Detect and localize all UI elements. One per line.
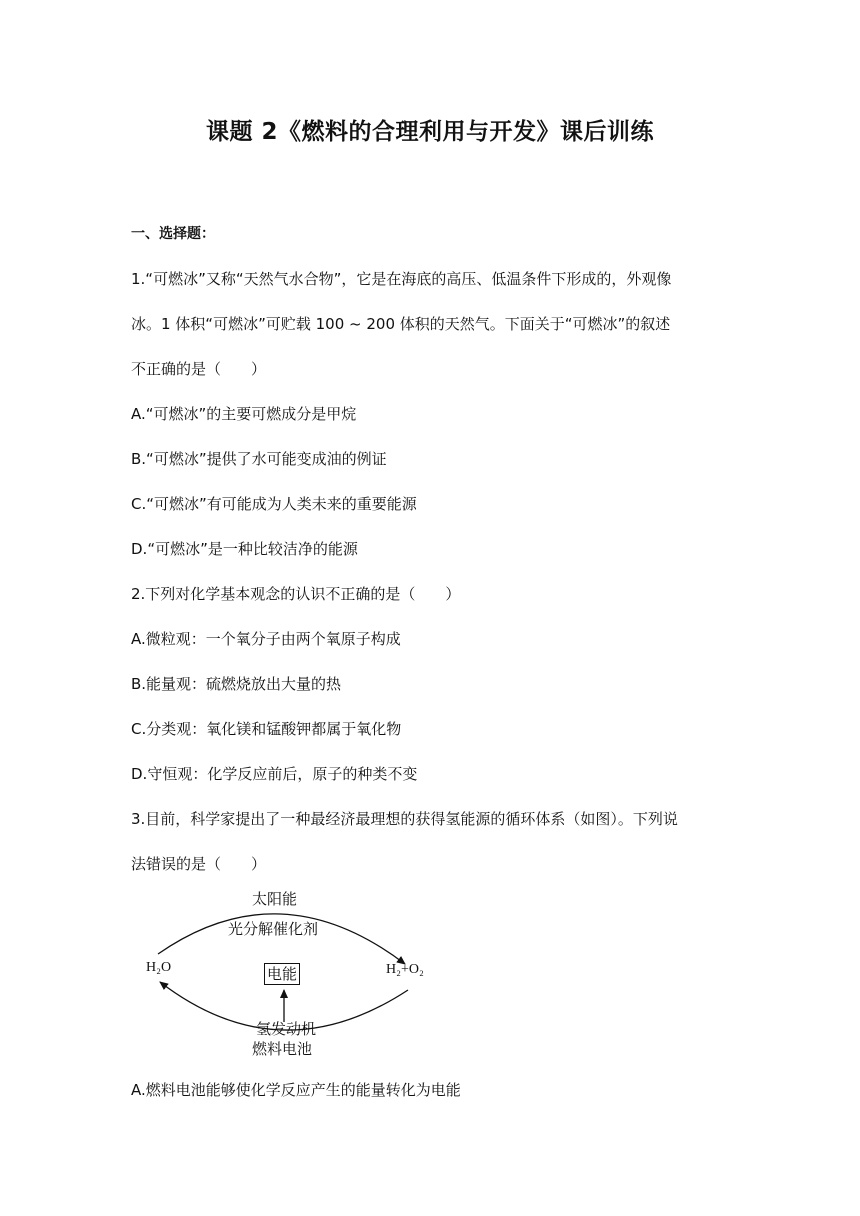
diagram-label-catalyst: 光分解催化剂 bbox=[228, 920, 319, 938]
q2-option-c: C.分类观：氧化镁和锰酸钾都属于氧化物 bbox=[131, 720, 402, 738]
hydrogen-cycle-diagram bbox=[140, 884, 440, 1064]
section-heading: 一、选择题： bbox=[131, 226, 215, 242]
q3-option-a: A.燃料电池能够使化学反应产生的能量转化为电能 bbox=[131, 1081, 461, 1099]
q1-option-c: C.“可燃冰”有可能成为人类未来的重要能源 bbox=[131, 495, 417, 513]
q1-option-b: B.“可燃冰”提供了水可能变成油的例证 bbox=[131, 450, 387, 468]
q2-option-a: A.微粒观：一个氧分子由两个氧原子构成 bbox=[131, 630, 401, 648]
q2-option-d: D.守恒观：化学反应前后，原子的种类不变 bbox=[131, 765, 418, 783]
q2-stem: 2.下列对化学基本观念的认识不正确的是（ ） bbox=[131, 585, 461, 603]
diagram-box-electricity: 电能 bbox=[264, 963, 300, 985]
q3-stem-line-2: 法错误的是（ ） bbox=[131, 855, 267, 873]
q1-option-a: A.“可燃冰”的主要可燃成分是甲烷 bbox=[131, 405, 357, 423]
diagram-label-engine: 氢发动机 bbox=[256, 1020, 317, 1038]
q1-stem-line-3: 不正确的是（ ） bbox=[131, 360, 267, 378]
q1-stem-line-2: 冰。1 体积“可燃冰”可贮载 100 ~ 200 体积的天然气。下面关于“可燃冰”的叙述 bbox=[131, 315, 671, 333]
q3-stem-line-1: 3.目前，科学家提出了一种最经济最理想的获得氢能源的循环体系（如图）。下列说 bbox=[131, 810, 678, 828]
diagram-node-hydrogen-oxygen: H₂+O₂ bbox=[386, 962, 424, 977]
diagram-label-solar: 太阳能 bbox=[252, 890, 298, 908]
diagram-node-water: H₂O bbox=[146, 960, 172, 975]
q1-stem-line-1: 1.“可燃冰”又称“天然气水合物”，它是在海底的高压、低温条件下形成的，外观像 bbox=[131, 270, 672, 288]
diagram-label-fuel-cell: 燃料电池 bbox=[252, 1040, 313, 1058]
page-title: 课题 2《燃料的合理利用与开发》课后训练 bbox=[205, 119, 654, 145]
q2-option-b: B.能量观：硫燃烧放出大量的热 bbox=[131, 675, 342, 693]
q1-option-d: D.“可燃冰”是一种比较洁净的能源 bbox=[131, 540, 358, 558]
